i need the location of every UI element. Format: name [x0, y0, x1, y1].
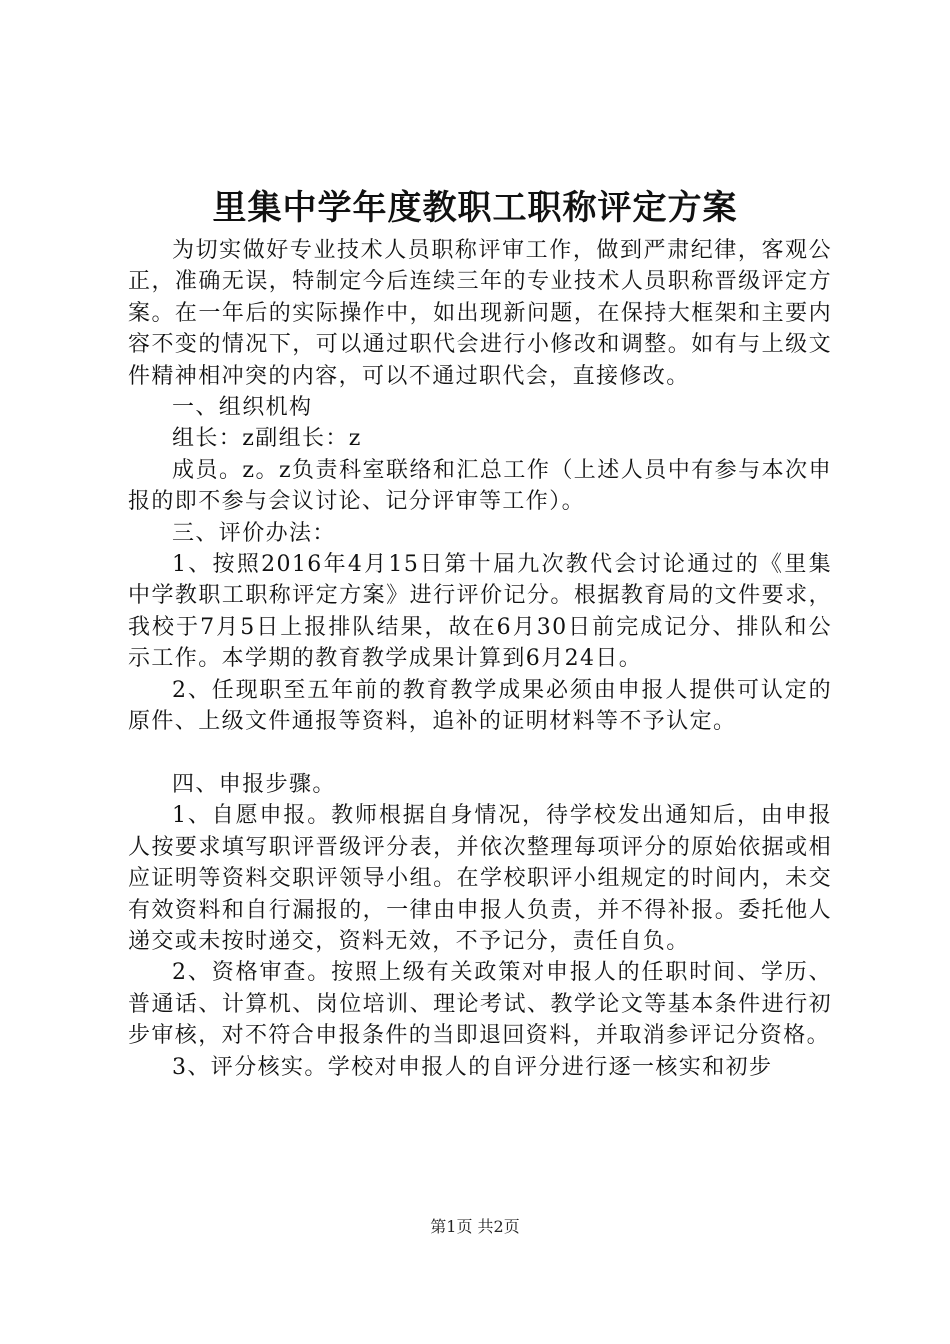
step-item-2: 2、资格审查。按照上级有关政策对申报人的任职时间、学历、普通话、计算机、岗位培训、理论考试、教学论文等基本条件进行初步审核，对不符合申报条件的当即退回资料，并取消参评记分资格。: [128, 960, 832, 1049]
evaluation-item-2: 2、任现职至五年前的教育教学成果必须由申报人提供可认定的原件、上级文件通报等资料，追补的证明材料等不予认定。: [128, 677, 832, 735]
step-item-1: 1、自愿申报。教师根据自身情况，待学校发出通知后，由申报人按要求填写职评晋级评分表，并依次整理每项评分的原始依据或相应证明等资料交职评领导小组。在学校职评小组规定的时间内，未交有效资料和自行漏报的，一律由申报人负责，并不得补报。委托他人递交或未按时递交，资料无效，不予记分，责任自负。: [128, 803, 832, 954]
intro-paragraph: 为切实做好专业技术人员职称评审工作，做到严肃纪律，客观公正，准确无误，特制定今后连续三年的专业技术人员职称晋级评定方案。在一年后的实际操作中，如出现新问题，在保持大框架和主要内容不变的情况下，可以通过职代会进行小修改和调整。如有与上级文件精神相冲突的内容，可以不通过职代会，直接修改。: [128, 238, 832, 389]
page-footer: 第1页 共2页: [430, 1217, 520, 1236]
section-heading-organization: 一、组织机构: [172, 395, 313, 421]
section-heading-steps: 四、申报步骤。: [172, 771, 336, 797]
section-heading-evaluation: 三、评价办法：: [172, 520, 336, 546]
members-paragraph: 成员。z。z负责科室联络和汇总工作（上述人员中有参与本次申报的即不参与会议讨论、记分评审等工作）。: [128, 457, 832, 515]
step-item-3: 3、评分核实。学校对申报人的自评分进行逐一核实和初步: [172, 1054, 773, 1080]
leader-line: 组长：z副组长：z: [172, 426, 362, 452]
document-title: 里集中学年度教职工职称评定方案: [212, 188, 738, 228]
document-body: [128, 235, 832, 1083]
paragraph-gap: [128, 738, 832, 769]
evaluation-item-1: 1、按照2016年4月15日第十届九次教代会讨论通过的《里集中学教职工职称评定方案》进行评价记分。根据教育局的文件要求，我校于7月5日上报排队结果，故在6月30日前完成记分、排队和公示工作。本学期的教育教学成果计算到6月24日。: [128, 552, 832, 672]
